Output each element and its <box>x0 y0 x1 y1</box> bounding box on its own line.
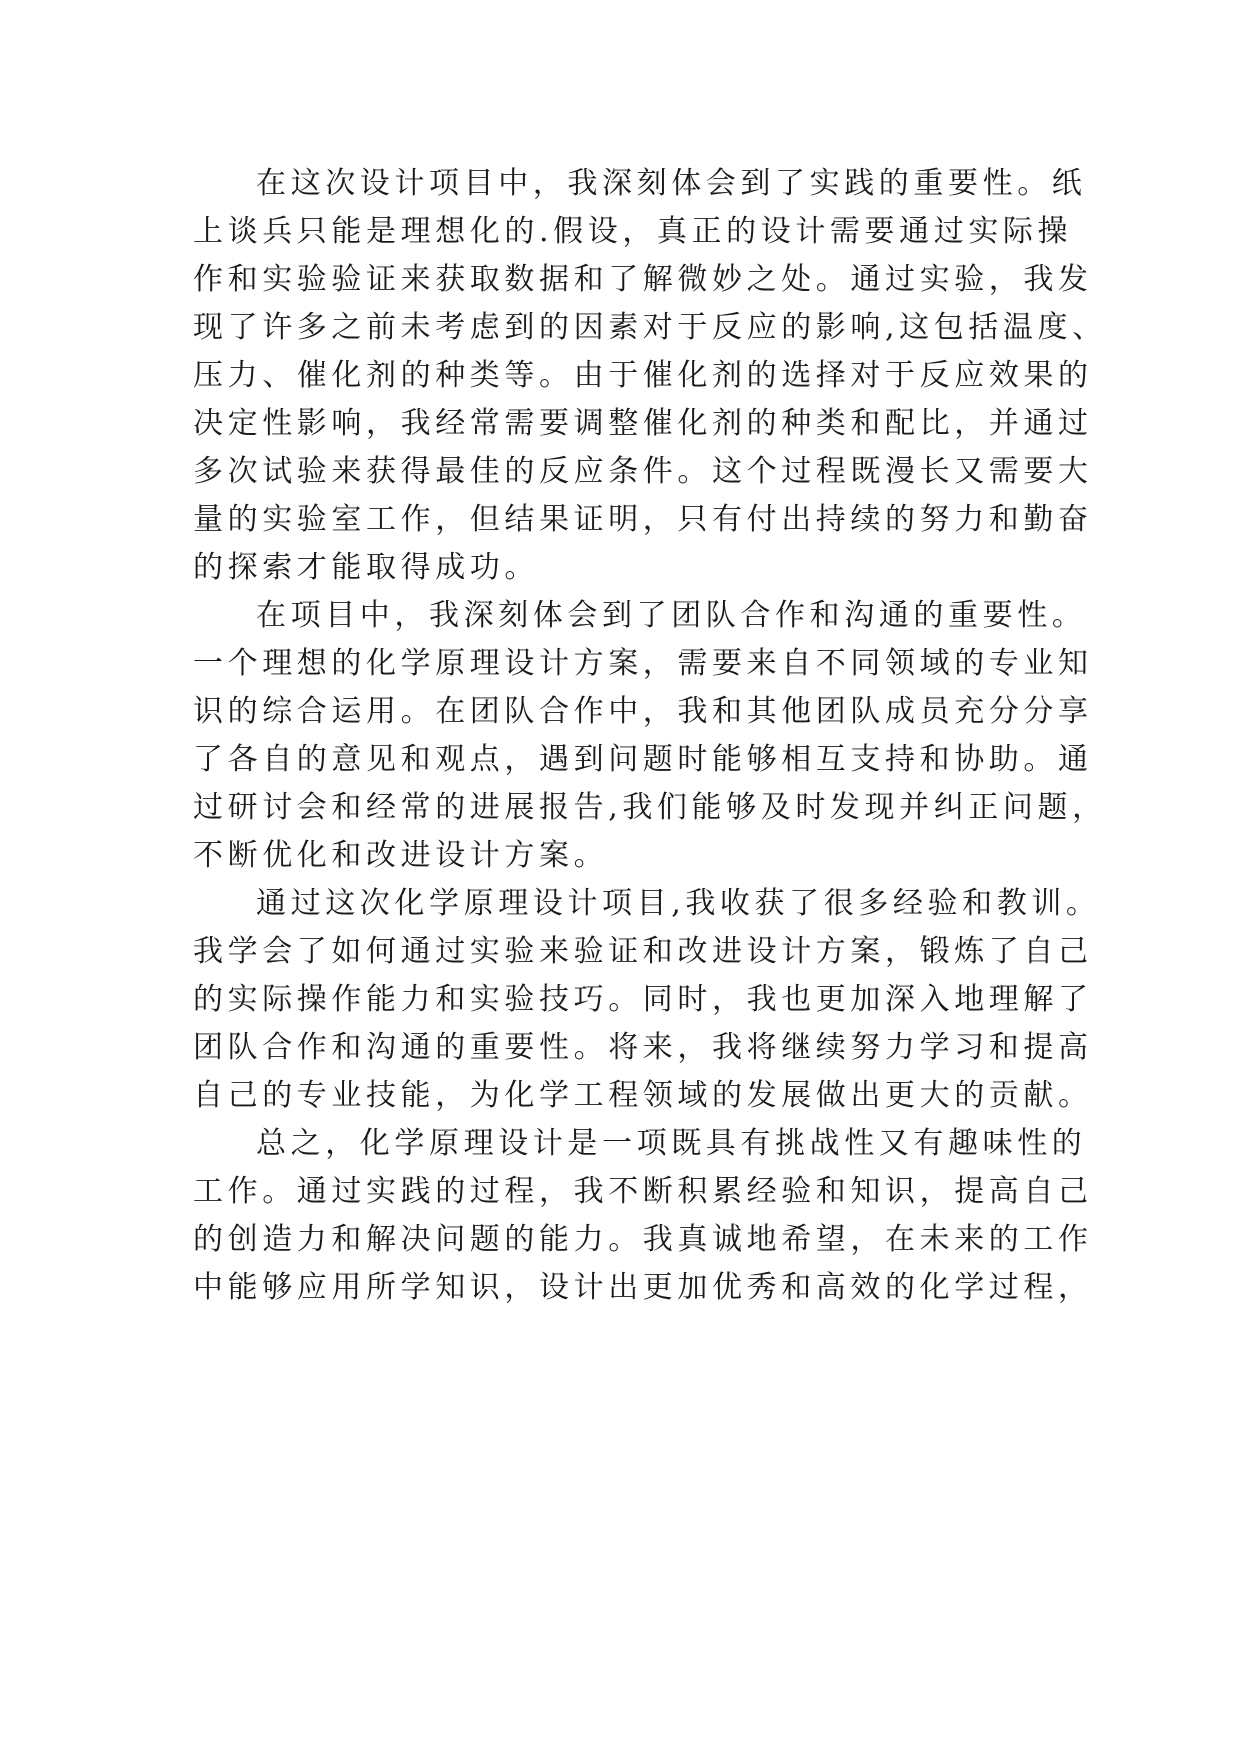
text-line: 通过这次化学原理设计项目,我收获了很多经验和教训。 <box>256 886 1101 921</box>
paragraph-practice <box>193 160 1107 592</box>
paragraph-lessons <box>193 880 1101 1120</box>
text-line: 压力、催化剂的种类等。由于催化剂的选择对于反应效果的 <box>193 358 1093 393</box>
text-line: 不断优化和改进设计方案。 <box>193 838 609 873</box>
paragraph-teamwork <box>193 592 1107 880</box>
paragraph-conclusion <box>193 1120 1093 1312</box>
text-line: 我学会了如何通过实验来验证和改进设计方案，锻炼了自己 <box>193 934 1093 969</box>
text-line: 的创造力和解决问题的能力。我真诚地希望，在未来的工作 <box>193 1222 1093 1257</box>
text-line: 总之，化学原理设计是一项既具有挑战性又有趣味性的 <box>256 1126 1087 1161</box>
text-line: 量的实验室工作，但结果证明，只有付出持续的努力和勤奋 <box>193 502 1093 537</box>
text-line: 在项目中，我深刻体会到了团队合作和沟通的重要性。 <box>256 598 1087 633</box>
text-line: 上谈兵只能是理想化的.假设，真正的设计需要通过实际操 <box>193 214 1073 249</box>
text-line: 的探索才能取得成功。 <box>193 550 539 585</box>
document-body <box>193 160 1107 1312</box>
text-line: 识的综合运用。在团队合作中，我和其他团队成员充分分享 <box>193 694 1093 729</box>
text-line: 团队合作和沟通的重要性。将来，我将继续努力学习和提高 <box>193 1030 1093 1065</box>
text-line: 中能够应用所学知识，设计出更加优秀和高效的化学过程， <box>193 1270 1093 1305</box>
text-line: 在这次设计项目中，我深刻体会到了实践的重要性。纸 <box>256 166 1087 201</box>
text-line: 的实际操作能力和实验技巧。同时，我也更加深入地理解了 <box>193 982 1093 1017</box>
text-line: 自己的专业技能，为化学工程领域的发展做出更大的贡献。 <box>193 1078 1093 1113</box>
text-line: 了各自的意见和观点，遇到问题时能够相互支持和协助。通 <box>193 742 1093 777</box>
text-line: 过研讨会和经常的进展报告,我们能够及时发现并纠正问题， <box>193 790 1107 825</box>
text-line: 一个理想的化学原理设计方案，需要来自不同领域的专业知 <box>193 646 1093 681</box>
text-line: 多次试验来获得最佳的反应条件。这个过程既漫长又需要大 <box>193 454 1093 489</box>
text-line: 现了许多之前未考虑到的因素对于反应的影响,这包括温度、 <box>193 310 1107 345</box>
text-line: 工作。通过实践的过程，我不断积累经验和知识，提高自己 <box>193 1174 1093 1209</box>
text-line: 决定性影响，我经常需要调整催化剂的种类和配比，并通过 <box>193 406 1093 441</box>
text-line: 作和实验验证来获取数据和了解微妙之处。通过实验，我发 <box>193 262 1093 297</box>
